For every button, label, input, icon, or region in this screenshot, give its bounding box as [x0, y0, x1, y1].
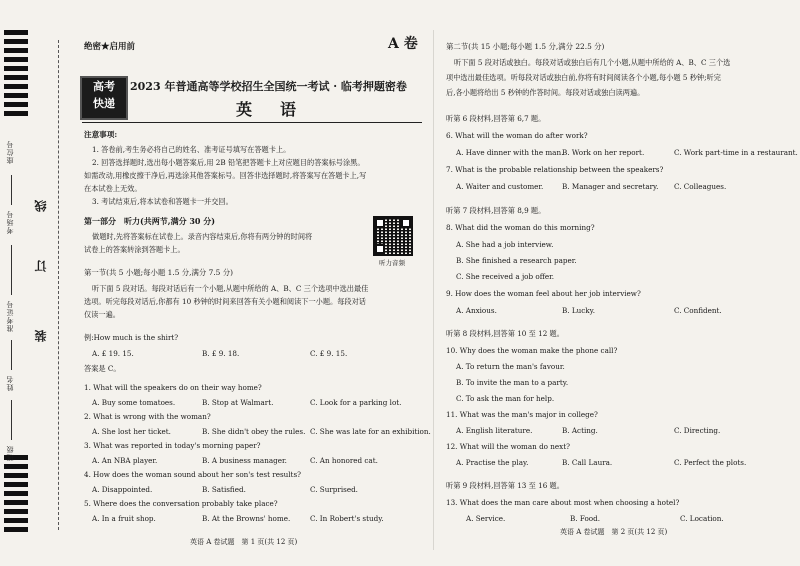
option-b: B. She finished a research paper. [456, 256, 577, 265]
confidential-label: 绝密★启用前 [84, 42, 136, 52]
section2-intro: 听下面 5 段对话或独白。每段对话或独白后有几个小题,从题中所给的 A、B、C 三个选 [454, 58, 731, 67]
part1-intro: 做题时,先将答案标在试卷上。录音内容结束后,你将有两分钟的时间将 [92, 232, 313, 241]
question-text: 11. What was the man's major in college? [446, 410, 598, 419]
section1-intro: 仅读一遍。 [84, 310, 120, 319]
section2-intro: 项中选出最佳选项。听每段对话或独白前,你将有时间阅读各个小题,每小题 5 秒钟;听完 [446, 73, 721, 82]
example-answer: 答案是 C。 [84, 364, 121, 373]
notice-item: 1. 答卷前,考生务必将自己的姓名、准考证号填写在答题卡上。 [92, 145, 291, 154]
option-b: B. Work on her report. [562, 148, 645, 157]
option-b: B. She didn't obey the rules. [202, 427, 306, 436]
part1-intro: 试卷上的答案转涂到答题卡上。 [84, 245, 185, 254]
option-a: A. Waiter and customer. [456, 182, 544, 191]
name-line [11, 400, 12, 440]
logo [80, 76, 128, 120]
option-a: A. To return the man's favour. [456, 362, 565, 371]
qr-caption: 听力音频 [379, 259, 405, 267]
header-rule [82, 122, 422, 123]
option-b: B. At the Browns' home. [202, 514, 291, 523]
option-b: B. Call Laura. [562, 458, 613, 467]
option-b: B. Satisfied. [202, 485, 246, 494]
example-option-b: B. £ 9. 18. [202, 349, 240, 358]
page-divider [433, 30, 434, 550]
question-text: 12. What will the woman do next? [446, 442, 570, 451]
notice-item: 如需改动,用橡皮擦干净后,再选涂其他答案标号。回答非选择题时,将答案写在答题卡上,写 [84, 171, 367, 180]
option-c: C. In Robert's study. [310, 514, 384, 523]
binding-strip [0, 0, 80, 566]
material-heading: 听第 9 段材料,回答第 13 至 16 题。 [446, 481, 564, 490]
qr-code[interactable] [373, 216, 413, 256]
binding-line-char: 线 [34, 200, 48, 212]
option-b: B. Acting. [562, 426, 598, 435]
option-c: C. An honored cat. [310, 456, 378, 465]
option-b: B. A business manager. [202, 456, 287, 465]
example-question: 例:How much is the shirt? [84, 333, 179, 342]
qr-corner [401, 218, 411, 228]
question-text: 9. How does the woman feel about her job interview? [446, 289, 641, 298]
section2-title: 第二节(共 15 小题;每小题 1.5 分,满分 22.5 分) [446, 42, 605, 51]
notice-item: 3. 考试结束后,将本试卷和答题卡一并交回。 [92, 197, 233, 206]
part1-title: 第一部分 听力(共两节,满分 30 分) [84, 216, 216, 226]
material-heading: 听第 8 段材料,回答第 10 至 12 题。 [446, 329, 564, 338]
option-b: B. Food. [570, 514, 600, 523]
page-footer-left: 英语 A 卷试题 第 1 页(共 12 页) [190, 538, 298, 546]
logo-line-1: 高考 [93, 80, 115, 93]
option-b: B. Lucky. [562, 306, 596, 315]
class-label: 班级 [6, 445, 14, 461]
option-c: C. To ask the man for help. [456, 394, 555, 403]
example-option-a: A. £ 19. 15. [92, 349, 134, 358]
exam-room-label: 考场号 [6, 210, 14, 234]
option-c: C. Look for a parking lot. [310, 398, 402, 407]
option-c: C. Directing. [674, 426, 721, 435]
option-a: A. Have dinner with the man. [456, 148, 564, 157]
qr-corner [375, 244, 385, 254]
option-c: C. Work part-time in a restaurant. [674, 148, 798, 157]
question-text: 2. What is wrong with the woman? [84, 412, 211, 421]
exam-room-line [11, 245, 12, 295]
option-c: C. Perfect the plots. [674, 458, 747, 467]
question-text: 13. What does the man care about most when choosing a hotel? [446, 498, 680, 507]
material-heading: 听第 6 段材料,回答第 6,7 题。 [446, 114, 546, 123]
option-c: C. She was late for an exhibition. [310, 427, 431, 436]
seat-no-line [11, 175, 12, 205]
barcode-top [4, 30, 28, 120]
question-text: 8. What did the woman do this morning? [446, 223, 595, 232]
notice-item: 在本试卷上无效。 [84, 184, 142, 193]
question-text: 1. What will the speakers do on their way home? [84, 383, 262, 392]
logo-line-2: 快递 [93, 97, 115, 110]
page-footer-right: 英语 A 卷试题 第 2 页(共 12 页) [560, 528, 668, 536]
section1-intro: 选项。听完每段对话后,你都有 10 秒钟的时间来回答有关小题和阅读下一小题。每段对话 [84, 297, 366, 306]
question-text: 6. What will the woman do after work? [446, 131, 588, 140]
option-a: A. Disappointed. [92, 485, 153, 494]
qr-corner [375, 218, 385, 228]
option-b: B. Stop at Walmart. [202, 398, 274, 407]
option-a: A. English literature. [456, 426, 533, 435]
notice-item: 2. 回答选择题时,选出每小题答案后,用 2B 铅笔把答题卡上对应题目的答案标号涂黑。 [92, 158, 365, 167]
binding-ding-char: 订 [34, 260, 48, 272]
option-a: A. Anxious. [456, 306, 497, 315]
seat-no-label: 座位号 [6, 140, 14, 164]
ticket-no-line [11, 340, 12, 370]
example-option-c: C. £ 9. 15. [310, 349, 348, 358]
option-a: A. An NBA player. [92, 456, 158, 465]
option-c: C. Colleagues. [674, 182, 727, 191]
question-text: 5. Where does the conversation probably take place? [84, 499, 278, 508]
paper-type: A 卷 [388, 36, 418, 52]
option-b: B. To invite the man to a party. [456, 378, 569, 387]
option-a: A. Service. [466, 514, 506, 523]
section2-intro: 后,各小题将给出 5 秒钟的作答时间。每段对话或独白读两遍。 [446, 88, 645, 97]
option-a: A. She had a job interview. [456, 240, 554, 249]
material-heading: 听第 7 段材料,回答第 8,9 题。 [446, 206, 546, 215]
option-a: A. In a fruit shop. [92, 514, 156, 523]
option-a: A. She lost her ticket. [92, 427, 171, 436]
option-c: C. She received a job offer. [456, 272, 554, 281]
option-a: A. Buy some tomatoes. [92, 398, 176, 407]
ticket-no-label: 准考证号 [6, 300, 14, 332]
binding-zhuang-char: 装 [34, 330, 48, 342]
question-text: 10. Why does the woman make the phone call? [446, 346, 618, 355]
option-c: C. Surprised. [310, 485, 358, 494]
exam-title: 2023 年普通高等学校招生全国统一考试 · 临考押题密卷 [130, 80, 407, 93]
question-text: 3. What was reported in today's morning paper? [84, 441, 261, 450]
name-label: 姓名 [6, 375, 14, 391]
question-text: 4. How does the woman sound about her son's test results? [84, 470, 301, 479]
option-c: C. Location. [680, 514, 724, 523]
section1-title: 第一节(共 5 小题;每小题 1.5 分,满分 7.5 分) [84, 268, 233, 277]
question-text: 7. What is the probable relationship between the speakers? [446, 165, 664, 174]
subject-title: 英 语 [236, 100, 303, 119]
option-b: B. Manager and secretary. [562, 182, 659, 191]
option-a: A. Practise the play. [456, 458, 529, 467]
barcode-bottom [4, 455, 28, 535]
notice-title: 注意事项: [84, 130, 118, 139]
section1-intro: 听下面 5 段对话。每段对话后有一个小题,从题中所给的 A、B、C 三个选项中选出最佳 [92, 284, 369, 293]
option-c: C. Confident. [674, 306, 722, 315]
cut-line [58, 40, 59, 530]
